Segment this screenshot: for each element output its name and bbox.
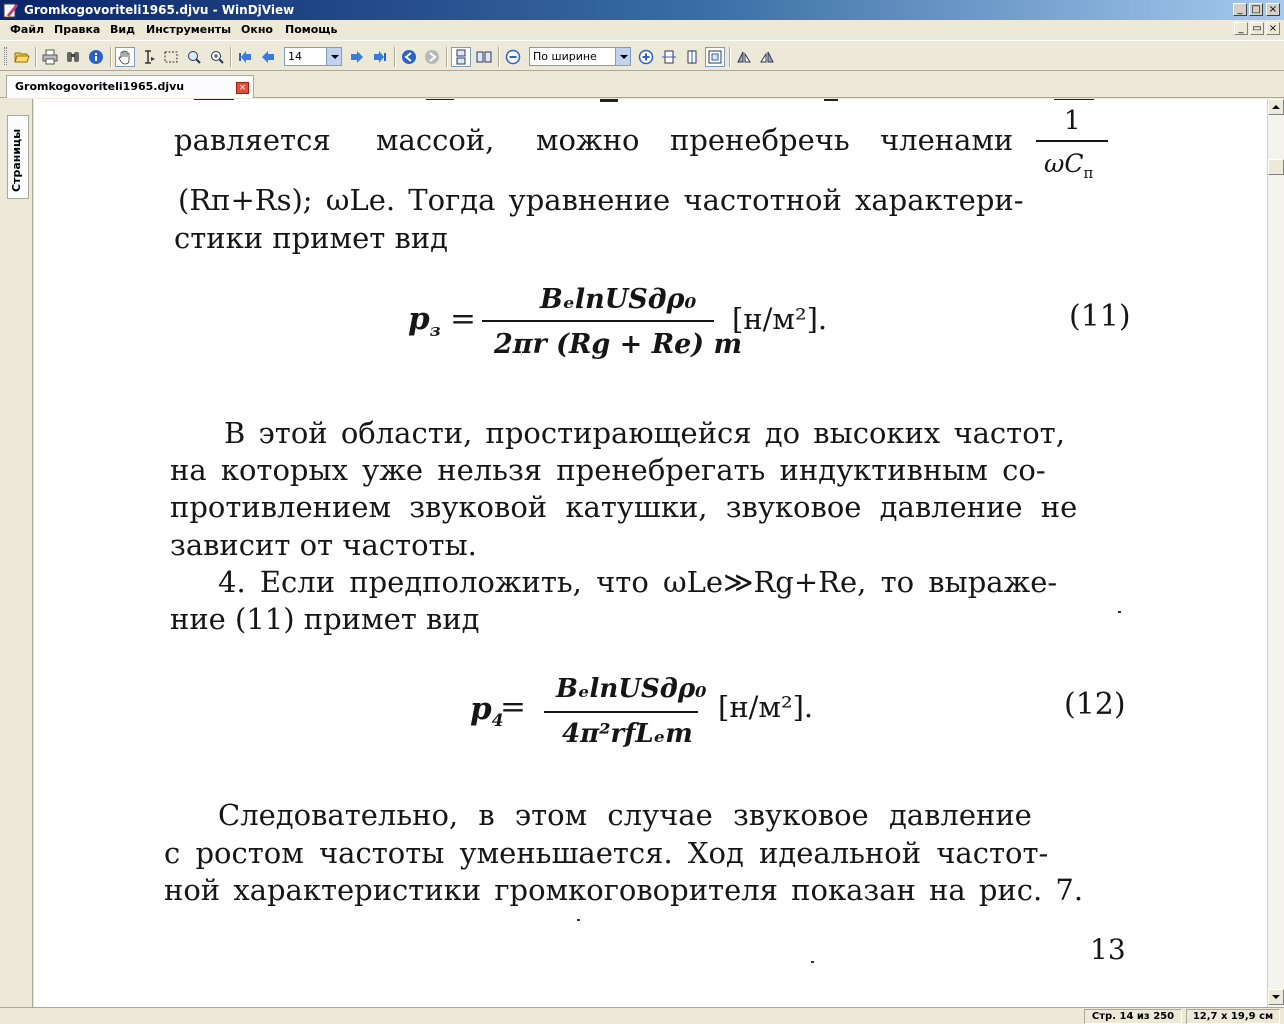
- p1-word: членами: [880, 123, 1014, 157]
- zoom-out-button[interactable]: [503, 47, 523, 67]
- rotate-right-icon: [759, 49, 775, 65]
- next-page-icon: [349, 49, 365, 65]
- fit-page-button[interactable]: [682, 47, 702, 67]
- p4-line: Следовательно, в этом случае звуковое давление: [218, 798, 1032, 832]
- zoom-rect-icon: [209, 49, 225, 65]
- scroll-thumb[interactable]: [1268, 159, 1284, 175]
- fit-width-icon: [661, 49, 677, 65]
- p1-line3: стики примет вид: [174, 221, 448, 255]
- p2-line: зависит от частоты.: [170, 528, 477, 562]
- minimize-button[interactable]: _: [1233, 3, 1247, 16]
- status-page: Стр. 14 из 250: [1084, 1009, 1182, 1024]
- back-button[interactable]: [399, 47, 419, 67]
- p2-line: на которых уже нельзя пренебрегать индуктивным со-: [170, 453, 1046, 487]
- menu-file[interactable]: Файл: [10, 23, 45, 36]
- page-number: 13: [1090, 933, 1126, 966]
- doc-minimize-button[interactable]: _: [1234, 22, 1248, 35]
- eq12-lhs-sub: 4: [491, 711, 504, 732]
- previous-page-icon: [260, 49, 276, 65]
- fraction-denominator-main: ωC: [1044, 149, 1084, 178]
- eq12-label: (12): [1064, 687, 1126, 722]
- clipped-line-remnant: [194, 99, 1154, 105]
- fraction-denominator: [1044, 145, 1094, 192]
- eq12-unit: [н/м²].: [718, 690, 814, 724]
- doc-restore-button[interactable]: ▭: [1250, 22, 1264, 35]
- zoom-tool-button[interactable]: [184, 47, 204, 67]
- fraction-line: [1036, 140, 1108, 142]
- scroll-down-button[interactable]: [1268, 989, 1284, 1005]
- toolbar-separator: [498, 47, 500, 67]
- chevron-down-icon[interactable]: [326, 48, 341, 65]
- tab-document[interactable]: [6, 75, 254, 98]
- eq12-lhs: [470, 691, 504, 740]
- scan-speck: [577, 919, 580, 921]
- p1-line2: (Rп+Rs); ωLe. Тогда уравнение частотной характери-: [178, 183, 1024, 217]
- p1-word: равляется: [174, 123, 331, 157]
- menu-bar: [0, 20, 1284, 39]
- rect-select-icon: [163, 49, 179, 65]
- eq11-lhs: [408, 301, 441, 350]
- p2-line: противлением звуковой катушки, звуковое давление не: [170, 490, 1078, 524]
- sidebar-tab-pages[interactable]: [7, 115, 29, 199]
- rotate-left-button[interactable]: [734, 47, 754, 67]
- forward-button[interactable]: [422, 47, 442, 67]
- menu-tools[interactable]: Инструменты: [146, 23, 232, 36]
- eq12-lhs-var: p: [470, 691, 492, 727]
- tab-document-label: Gromkogovoriteli1965.djvu: [15, 80, 185, 93]
- first-page-button[interactable]: [235, 47, 255, 67]
- open-button[interactable]: [12, 47, 32, 67]
- p2-line: В этой области, простирающейся до высоких частот,: [224, 416, 1065, 450]
- toolbar-separator: [35, 47, 37, 67]
- p1-word: можно: [536, 123, 640, 157]
- chevron-down-icon[interactable]: [615, 48, 630, 65]
- find-icon: [65, 49, 81, 65]
- sidebar-tab-pages-label: Страницы: [10, 128, 23, 192]
- zoom-value: По ширине: [533, 50, 597, 63]
- vertical-scrollbar[interactable]: [1267, 99, 1284, 1007]
- p1-word: массой,: [376, 123, 495, 157]
- scroll-up-button[interactable]: [1268, 99, 1284, 115]
- fit-width-button[interactable]: [659, 47, 679, 67]
- menu-edit[interactable]: Правка: [54, 23, 101, 36]
- app-icon: [3, 2, 19, 18]
- toolbar-separator: [394, 47, 396, 67]
- eq11-fraction-line: [482, 320, 714, 322]
- last-page-icon: [372, 49, 388, 65]
- two-pages-button[interactable]: [474, 47, 494, 67]
- actual-size-button[interactable]: [705, 47, 725, 67]
- status-bar: [0, 1007, 1284, 1024]
- doc-close-button[interactable]: ×: [1266, 22, 1280, 35]
- toolbar-gripper[interactable]: [4, 47, 7, 65]
- toolbar-separator: [230, 47, 232, 67]
- fraction-numerator: 1: [1064, 106, 1081, 136]
- text-select-button[interactable]: [138, 47, 158, 67]
- back-icon: [401, 49, 417, 65]
- eq11-lhs-var: p: [408, 301, 430, 337]
- page-number-combo[interactable]: [284, 47, 342, 66]
- document-tab-strip: [0, 72, 1284, 98]
- zoom-rect-button[interactable]: [207, 47, 227, 67]
- open-icon: [14, 49, 30, 65]
- info-icon: [88, 49, 104, 65]
- toolbar: [0, 40, 1284, 71]
- rotate-left-icon: [736, 49, 752, 65]
- eq11-equals: =: [450, 301, 476, 337]
- rotate-right-button[interactable]: [757, 47, 777, 67]
- last-page-button[interactable]: [370, 47, 390, 67]
- page-number-value: 14: [288, 50, 302, 63]
- window-title: Gromkogovoriteli1965.djvu - WinDjView: [24, 3, 295, 17]
- sidebar: [0, 99, 33, 1007]
- menu-window[interactable]: Окно: [241, 23, 273, 36]
- rect-select-button[interactable]: [161, 47, 181, 67]
- actual-size-icon: [707, 49, 723, 65]
- scan-speck: [1118, 611, 1121, 613]
- p4-line: с ростом частоты уменьшается. Ход идеальной частот-: [164, 836, 1049, 870]
- menu-help[interactable]: Помощь: [285, 23, 338, 36]
- title-bar: [0, 0, 1284, 20]
- menu-view[interactable]: Вид: [110, 23, 135, 36]
- eq11-denominator: 2πr (Rg + Re) m: [494, 329, 743, 360]
- print-button[interactable]: [40, 47, 60, 67]
- two-pages-icon: [476, 49, 492, 65]
- next-page-button[interactable]: [347, 47, 367, 67]
- zoom-in-tool-icon: [186, 49, 202, 65]
- scan-speck: [811, 961, 814, 963]
- fit-page-icon: [684, 49, 700, 65]
- eq11-lhs-sub: з: [429, 321, 441, 342]
- status-page-size: 12,7 x 19,9 см: [1186, 1009, 1280, 1024]
- fraction-denominator-sub: п: [1083, 164, 1094, 182]
- eq11-label: (11): [1069, 299, 1131, 334]
- toolbar-separator: [729, 47, 731, 67]
- eq12-denominator: 4π²rfLₑm: [562, 719, 693, 749]
- p1-word: пренебречь: [670, 123, 850, 157]
- zoom-combo[interactable]: [529, 47, 631, 66]
- print-icon: [42, 49, 58, 65]
- tab-close-icon[interactable]: ×: [236, 82, 249, 94]
- eq11-unit: [н/м²].: [732, 302, 828, 336]
- info-button[interactable]: [86, 47, 106, 67]
- zoom-in-icon: [638, 49, 654, 65]
- eq12-equals: =: [500, 689, 526, 725]
- document-viewport[interactable]: [34, 99, 1267, 1007]
- single-page-icon: [453, 49, 469, 65]
- p3-line: 4. Если предположить, что ωLe≫Rg+Re, то выраже-: [218, 565, 1058, 599]
- toolbar-separator: [446, 47, 448, 67]
- close-button[interactable]: ×: [1266, 3, 1280, 16]
- hand-tool-icon: [117, 49, 133, 65]
- forward-icon: [424, 49, 440, 65]
- toolbar-separator: [110, 47, 112, 67]
- eq12-fraction-line: [544, 711, 698, 713]
- eq11-numerator: BₑlпUSдρ₀: [540, 284, 697, 315]
- eq12-numerator: BₑlпUSдρ₀: [556, 674, 707, 704]
- text-select-icon: [140, 49, 156, 65]
- previous-page-button[interactable]: [258, 47, 278, 67]
- p3-line: ние (11) примет вид: [170, 602, 480, 636]
- p4-line: ной характеристики громкоговорителя показан на рис. 7.: [164, 873, 1084, 907]
- hand-tool-button[interactable]: [115, 47, 135, 67]
- zoom-in-button[interactable]: [636, 47, 656, 67]
- maximize-button[interactable]: □: [1249, 3, 1263, 16]
- find-button[interactable]: [63, 47, 83, 67]
- single-page-button[interactable]: [451, 47, 471, 67]
- first-page-icon: [237, 49, 253, 65]
- zoom-out-icon: [505, 49, 521, 65]
